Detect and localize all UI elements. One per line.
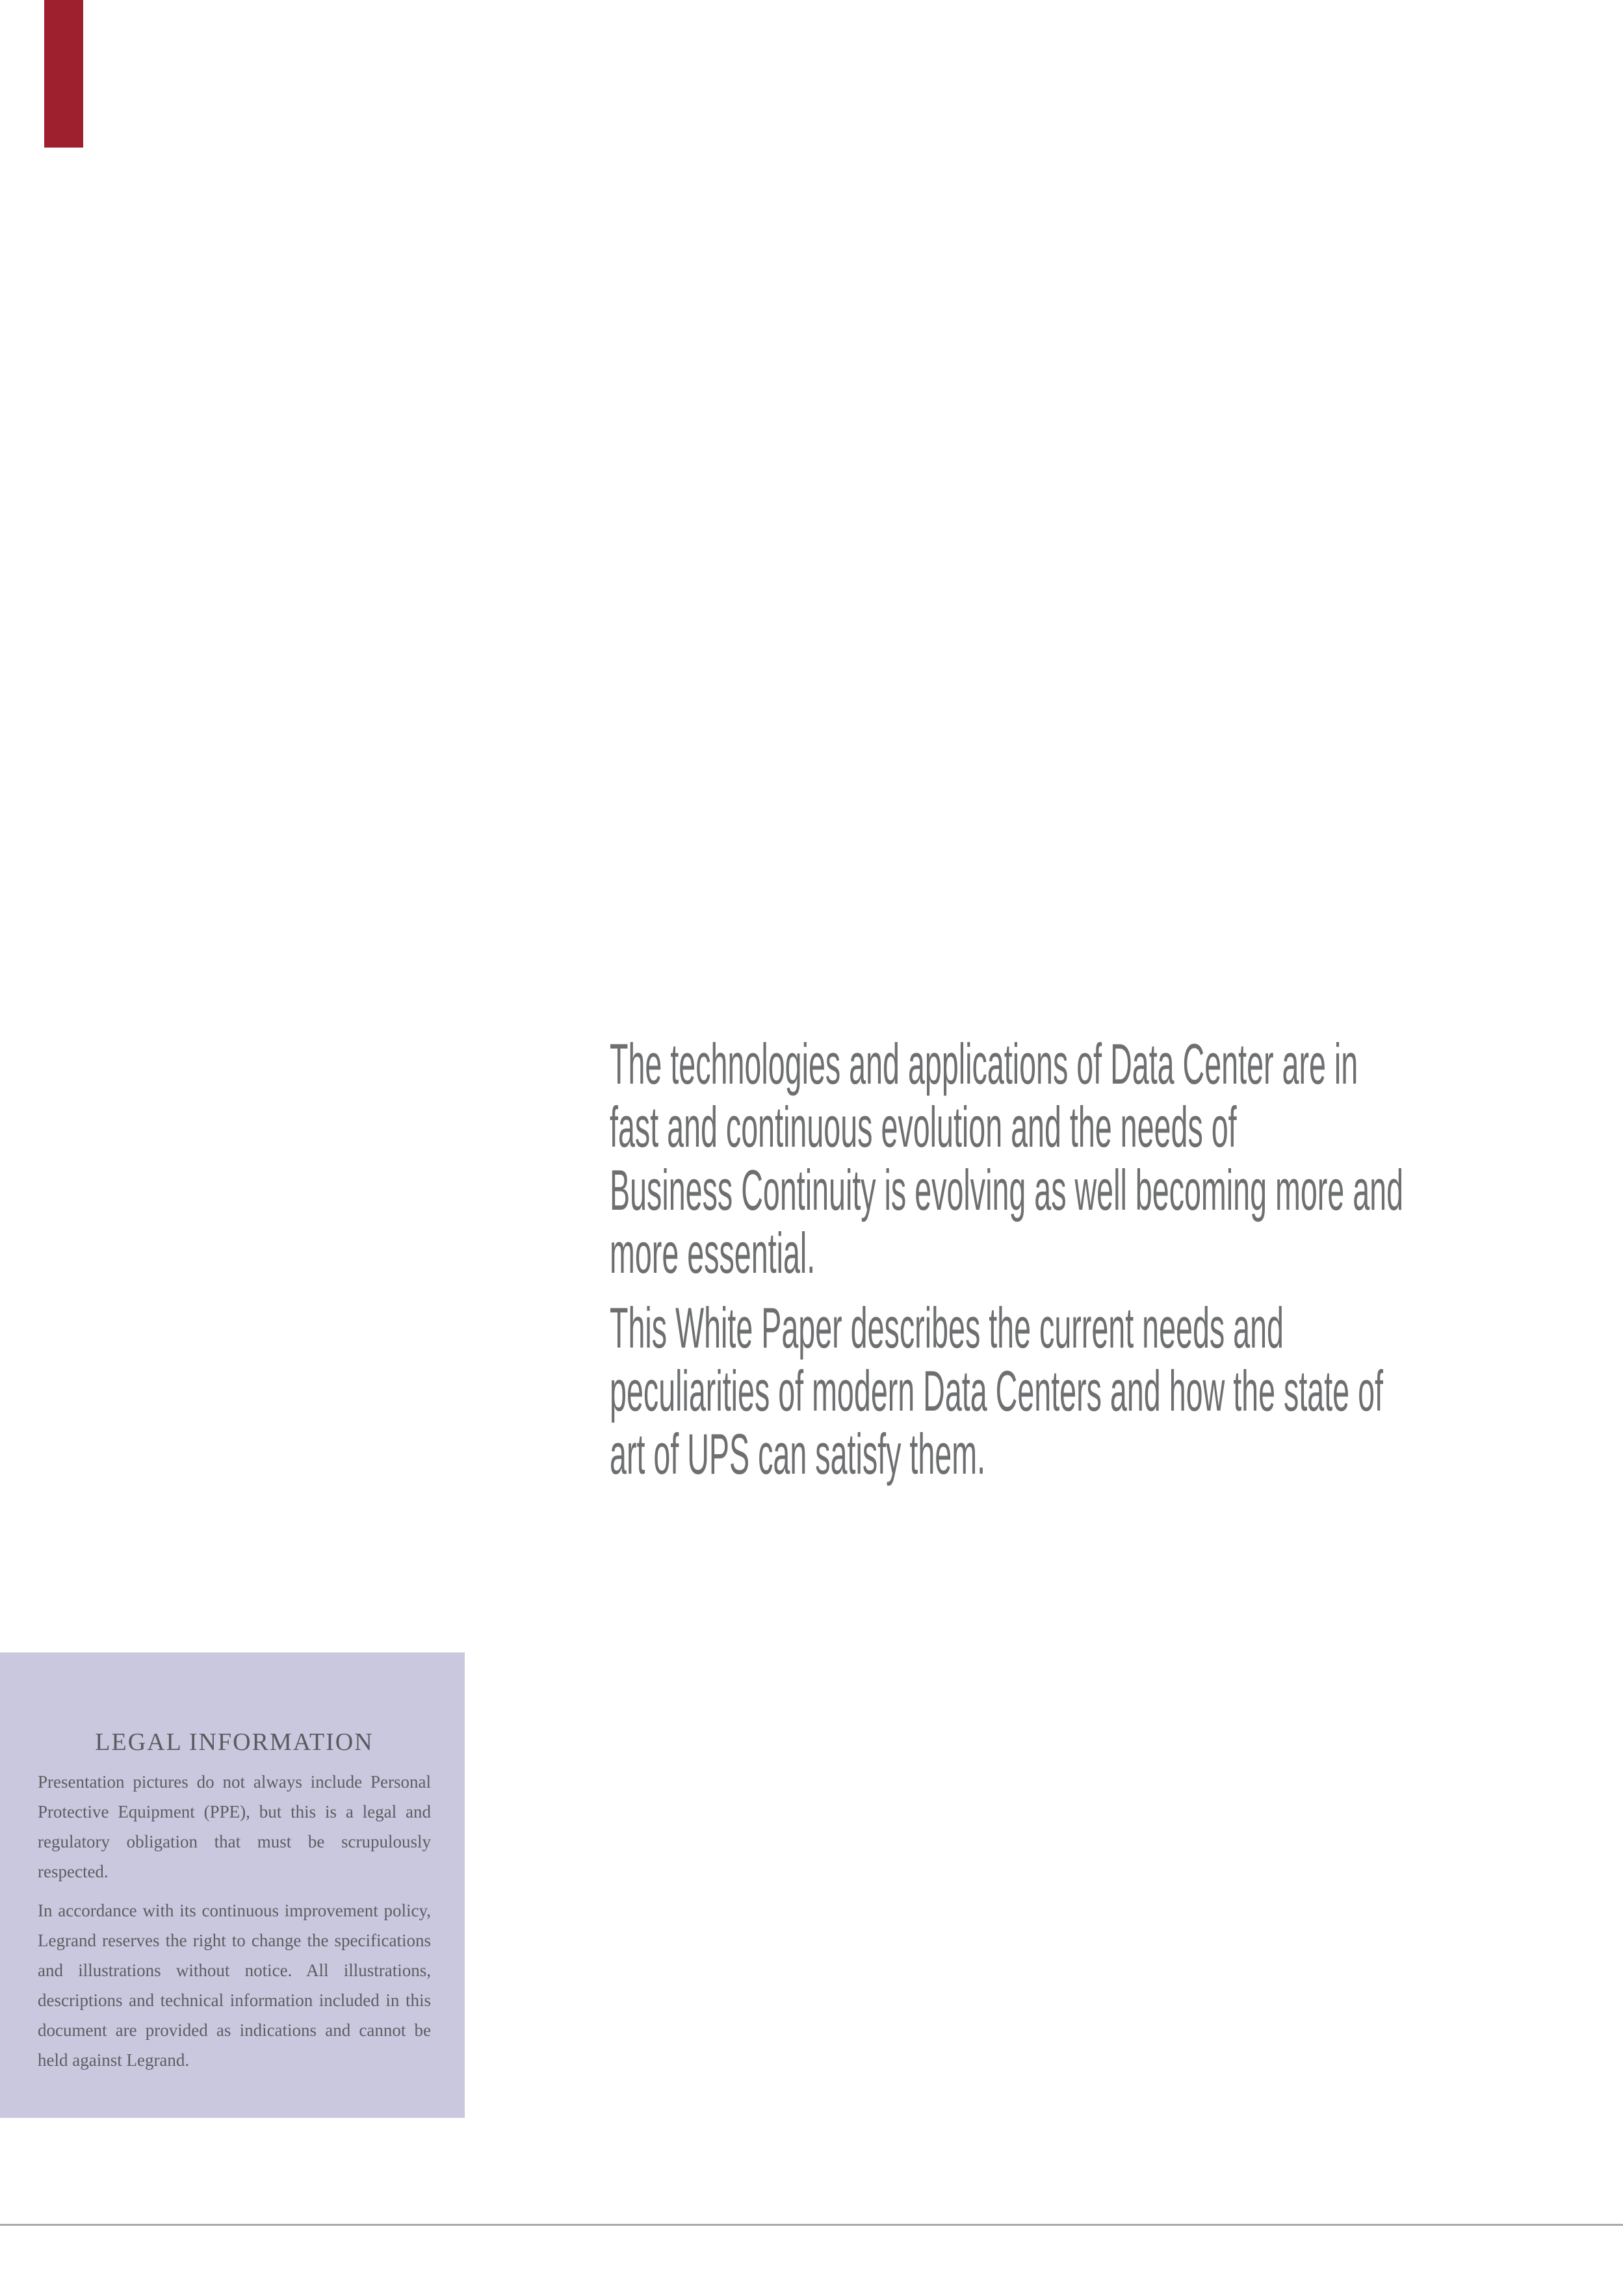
intro-text-block xyxy=(610,1032,1623,1485)
intro-paragraph-1-line: The technologies and applications of Data Center are in xyxy=(610,1032,1358,1096)
footer-rule xyxy=(0,2224,1623,2226)
legal-title: LEGAL INFORMATION xyxy=(95,1729,374,1756)
intro-paragraph-1-line: more essential. xyxy=(610,1221,816,1285)
intro-text-scaler xyxy=(610,1032,1540,1485)
intro-paragraph-2-line: art of UPS can satisfy them. xyxy=(610,1422,986,1486)
intro-paragraph-1-line: Business Continuity is evolving as well becoming more and xyxy=(610,1158,1404,1222)
legal-information-box xyxy=(0,1652,465,2118)
intro-paragraph-1 xyxy=(610,1032,1540,1285)
intro-paragraph-2-line: This White Paper describes the current needs and xyxy=(610,1296,1284,1360)
intro-paragraph-2-line: peculiarities of modern Data Centers and how the state of xyxy=(610,1359,1383,1423)
legal-paragraph-2: In accordance with its continuous improvement policy, Legrand reserves the right to change the specifications and illustrations without notice. All illustrations, descriptions and technical information included in this document are provided as indications and cannot be held against Legrand. xyxy=(38,1901,431,2070)
intro-paragraph-1-line: fast and continuous evolution and the needs of xyxy=(610,1095,1237,1159)
intro-paragraph-2 xyxy=(610,1296,1540,1485)
red-accent-bar xyxy=(44,0,83,148)
legal-paragraph-1: Presentation pictures do not always include Personal Protective Equipment (PPE), but this is a legal and regulatory obligation that must be scrupulously respected. xyxy=(38,1772,431,1881)
